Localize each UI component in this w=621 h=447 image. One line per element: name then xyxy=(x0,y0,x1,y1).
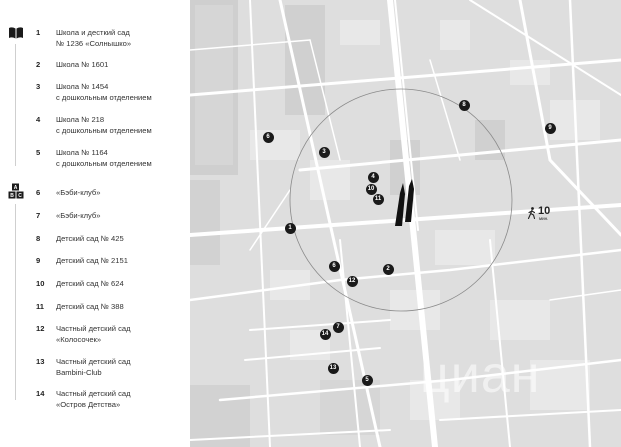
map-marker-2[interactable]: 2 xyxy=(383,264,394,275)
legend-item-label: «Бэби-клуб» xyxy=(56,188,101,197)
legend-item-number: 14 xyxy=(36,389,45,398)
legend-item-label: Детский сад № 2151 xyxy=(56,256,128,265)
legend-item-label: Школа № 1601 xyxy=(56,60,109,69)
legend-item-number: 4 xyxy=(36,115,41,124)
block-letter: A xyxy=(13,185,18,191)
park-area xyxy=(285,5,325,115)
map-marker-9[interactable]: 9 xyxy=(545,123,556,134)
schools-divider xyxy=(15,44,16,166)
legend-item-label: Школа № 1164 с дошкольным отделением xyxy=(56,148,152,168)
map-marker-5[interactable]: 5 xyxy=(362,375,373,386)
legend-item-label: Частный детский сад Bambini-Club xyxy=(56,357,131,377)
map-marker-6[interactable]: 6 xyxy=(263,132,274,143)
legend-item-number: 6 xyxy=(36,188,41,197)
legend-item-number: 2 xyxy=(36,60,41,69)
legend-item-label: Детский сад № 425 xyxy=(56,234,124,243)
map-area[interactable] xyxy=(190,0,621,447)
map-marker-10[interactable]: 10 xyxy=(366,184,377,195)
walking-unit: мин. xyxy=(539,216,549,221)
legend-item-number: 10 xyxy=(36,279,45,288)
abc-blocks-icon xyxy=(8,183,24,199)
walking-minutes: 10 xyxy=(538,205,551,217)
legend-item-label: Детский сад № 388 xyxy=(56,302,124,311)
legend-item-label: Школа № 218 с дошкольным отделением xyxy=(56,115,152,135)
map-marker-13[interactable]: 13 xyxy=(328,363,339,374)
legend-item-number: 13 xyxy=(36,357,45,366)
legend-item-number: 8 xyxy=(36,234,41,243)
map-marker-12[interactable]: 12 xyxy=(347,276,358,287)
legend-item-label: Частный детский сад «Остров Детства» xyxy=(56,389,131,409)
walking-person-icon xyxy=(527,207,537,219)
open-book-icon xyxy=(8,26,24,40)
map-marker-7[interactable]: 7 xyxy=(333,322,344,333)
legend-item-label: Частный детский сад «Колосочек» xyxy=(56,324,131,344)
legend-item-number: 3 xyxy=(36,82,41,91)
block-letter: C xyxy=(18,193,22,199)
map-marker-8[interactable]: 8 xyxy=(459,100,470,111)
legend-item-label: Школа № 1454 с дошкольным отделением xyxy=(56,82,152,102)
legend-item-number: 11 xyxy=(36,302,45,311)
watermark-logo: циан xyxy=(420,346,541,404)
park-area xyxy=(195,5,233,165)
legend-item-label: Детский сад № 624 xyxy=(56,279,124,288)
walking-time-badge xyxy=(527,206,557,222)
kindergartens-divider xyxy=(15,204,16,400)
legend-item-label: «Бэби-клуб» xyxy=(56,211,101,220)
legend-item-number: 7 xyxy=(36,211,41,220)
legend-panel xyxy=(0,0,190,447)
block-letter: B xyxy=(10,193,14,199)
map-marker-11[interactable]: 11 xyxy=(373,194,384,205)
legend-item-label: Школа и десткий сад № 1236 «Солнышко» xyxy=(56,28,132,48)
map-marker-14[interactable]: 14 xyxy=(320,329,331,340)
legend-item-number: 5 xyxy=(36,148,41,157)
legend-item-number: 9 xyxy=(36,256,41,265)
legend-item-number: 1 xyxy=(36,28,41,37)
map-marker-3[interactable]: 3 xyxy=(319,147,330,158)
legend-item-number: 12 xyxy=(36,324,45,333)
map-marker-4[interactable]: 4 xyxy=(368,172,379,183)
map-canvas[interactable] xyxy=(190,0,621,447)
map-marker-1[interactable]: 1 xyxy=(285,223,296,234)
park-area xyxy=(190,180,220,265)
map-marker-6[interactable]: 6 xyxy=(329,261,340,272)
